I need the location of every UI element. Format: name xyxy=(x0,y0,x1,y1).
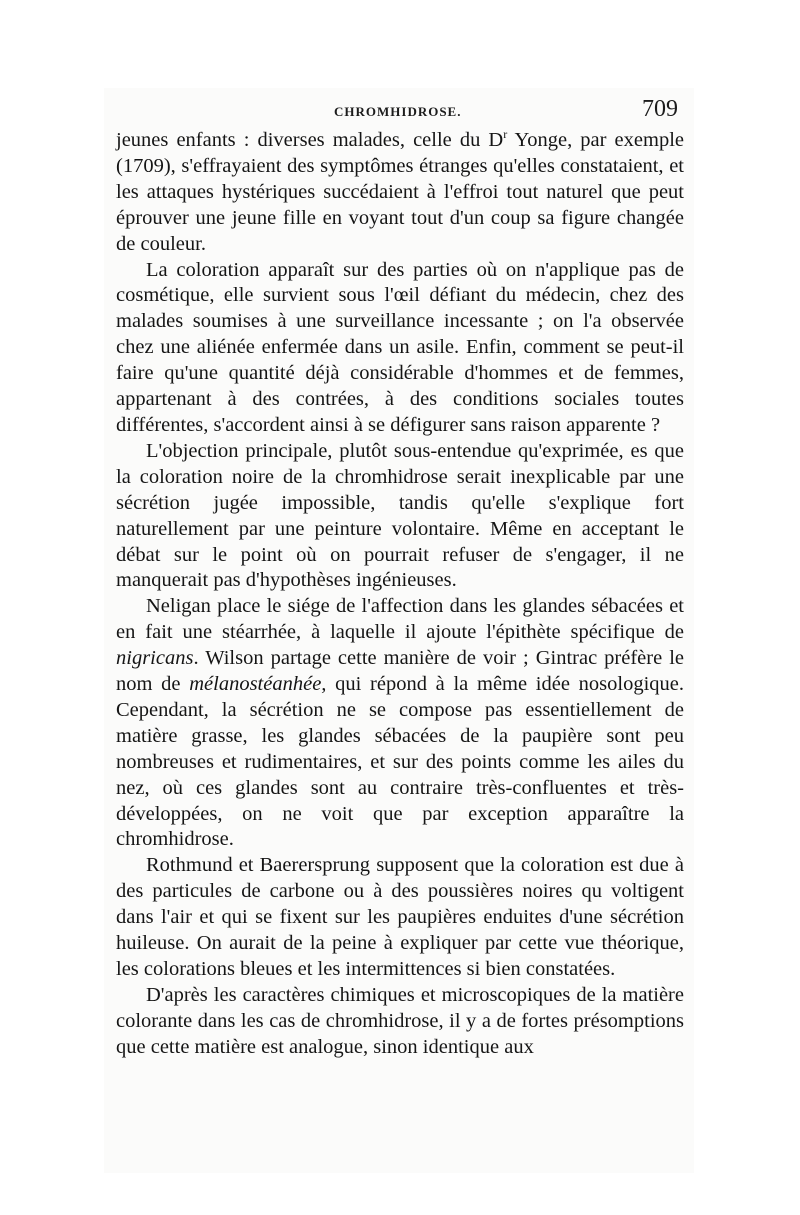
italic-term-melanosteanhee: mélanostéanhée, xyxy=(189,673,327,696)
paragraph-4 xyxy=(116,594,684,853)
paragraph-1 xyxy=(116,128,684,258)
paragraph-2: La coloration apparaît sur des parties où on n'applique pas de cosmétique, elle survient sous l'œil défiant du médecin, chez des malades soumises à une surveillance incessante ; on l'a observée chez une aliénée enfermée dans un asile. Enfin, comment se peut-il faire qu'une quantité déjà considérable d'hommes et de femmes, appartenant à des contrées, à des conditions sociales toutes différentes, s'accordent ainsi à se défigurer sans raison apparente ? xyxy=(116,258,684,436)
paragraph-4-text-c: qui répond à la même idée nosologique. Cependant, la sécrétion ne se compose pas essentiellement de matière grasse, les glandes sébacées de la paupière sont peu nombreuses et rudimentaires, et sur des points comme les ailes du nez, où ces glandes sont au contraire très-confluentes et très-développées, on ne voit que par exception apparaître la chromhidrose. xyxy=(116,673,684,851)
book-page xyxy=(104,88,694,1173)
italic-term-nigricans: nigricans xyxy=(116,647,194,670)
doctor-abbreviation-superscript: r xyxy=(503,127,508,142)
paragraph-6: D'après les caractères chimiques et microscopiques de la matière colorante dans les cas de chromhidrose, il y a de fortes présomptions que cette matière est analogue, sinon identique aux xyxy=(116,983,684,1058)
paragraph-5: Rothmund et Baerersprung supposent que la coloration est due à des particules de carbone ou à des poussières noires qu voltigent dans l'air et qui se fixent sur les paupières enduites d'une sécrétion huileuse. On aurait de la peine à expliquer par cette vue théorique, les colorations bleues et les intermittences si bien constatées. xyxy=(116,854,684,980)
running-title: CHROMHIDROSE. xyxy=(334,104,462,119)
paragraph-4-text-b: . Wilson partage cette manière de voir ; Gintrac préfère le nom de xyxy=(116,647,684,696)
paragraph-1-text-a: jeunes enfants : diverses malades, celle du D xyxy=(116,129,504,151)
page-number: 709 xyxy=(642,96,678,122)
paragraph-4-text-a: Neligan place le siége de l'affection dans les glandes sébacées et en fait une stéarrhée, à laquelle il ajoute l'épithète spécifique de xyxy=(116,595,684,644)
page-header xyxy=(104,96,688,130)
body-text xyxy=(116,128,684,1061)
paragraph-1-text-b: Yonge, par exemple (1709), s'effrayaient des symptômes étranges qu'elles constataient, et les attaques hystériques succédaient à l'effroi tout naturel que peut éprouver une jeune fille en voyant tout d'un coup sa figure changée de couleur. xyxy=(116,129,684,255)
paragraph-3: L'objection principale, plutôt sous-entendue qu'exprimée, es que la coloration noire de la chromhidrose serait inexplicable par une sécrétion jugée impossible, tandis qu'elle s'explique fort naturellement par une peinture volontaire. Même en acceptant le débat sur le point où on pourrait refuser de s'engager, il ne manquerait pas d'hypothèses ingénieuses. xyxy=(116,439,684,592)
